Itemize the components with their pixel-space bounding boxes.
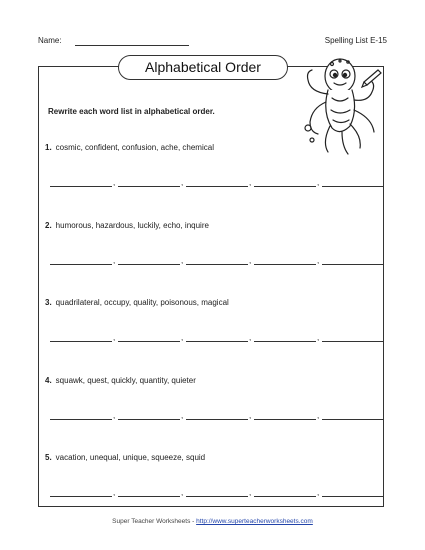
comma: , xyxy=(249,333,252,342)
footer-text: Super Teacher Worksheets - xyxy=(112,518,197,525)
answer-blank[interactable] xyxy=(254,419,316,420)
answer-blank[interactable] xyxy=(118,496,180,497)
comma: , xyxy=(113,256,116,265)
comma: , xyxy=(181,333,184,342)
name-label: Name: xyxy=(38,36,62,45)
answer-blank[interactable] xyxy=(254,341,316,342)
problem-prompt xyxy=(45,221,209,230)
answer-blank[interactable] xyxy=(254,264,316,265)
answer-blank[interactable] xyxy=(50,419,112,420)
page-title: Alphabetical Order xyxy=(118,55,288,80)
comma: , xyxy=(113,411,116,420)
problem-number: 1. xyxy=(45,143,52,152)
comma: , xyxy=(113,178,116,187)
comma: , xyxy=(249,256,252,265)
answer-blank[interactable] xyxy=(50,264,112,265)
problem-4 xyxy=(45,376,385,436)
comma: , xyxy=(249,178,252,187)
word-list: squawk, quest, quickly, quantity, quieter xyxy=(55,376,196,385)
problem-number: 2. xyxy=(45,221,52,230)
answer-blank[interactable] xyxy=(254,496,316,497)
answer-blank[interactable] xyxy=(322,186,384,187)
comma: , xyxy=(181,488,184,497)
comma: , xyxy=(113,488,116,497)
answer-blank[interactable] xyxy=(186,419,248,420)
comma: , xyxy=(181,178,184,187)
answer-blank[interactable] xyxy=(118,264,180,265)
problem-prompt xyxy=(45,298,229,307)
answer-blank[interactable] xyxy=(50,186,112,187)
instructions: Rewrite each word list in alphabetical order. xyxy=(48,107,215,116)
comma: , xyxy=(317,178,320,187)
comma: , xyxy=(317,411,320,420)
word-list: cosmic, confident, confusion, ache, chemical xyxy=(55,143,214,152)
word-list: quadrilateral, occupy, quality, poisonous, magical xyxy=(55,298,229,307)
answer-blank[interactable] xyxy=(322,496,384,497)
spelling-list-id: Spelling List E-15 xyxy=(324,36,387,45)
comma: , xyxy=(249,411,252,420)
problem-number: 4. xyxy=(45,376,52,385)
answer-blank[interactable] xyxy=(322,419,384,420)
comma: , xyxy=(249,488,252,497)
answer-blank[interactable] xyxy=(322,264,384,265)
word-list: vacation, unequal, unique, squeeze, squid xyxy=(55,453,206,462)
problem-prompt xyxy=(45,376,196,385)
comma: , xyxy=(317,333,320,342)
answer-blank[interactable] xyxy=(186,341,248,342)
footer xyxy=(0,518,425,525)
word-list: humorous, hazardous, luckily, echo, inquire xyxy=(55,221,209,230)
answer-blank[interactable] xyxy=(50,496,112,497)
problem-2 xyxy=(45,221,385,281)
problem-5 xyxy=(45,453,385,513)
answer-blank[interactable] xyxy=(186,264,248,265)
answer-blank[interactable] xyxy=(322,341,384,342)
problem-1 xyxy=(45,143,385,203)
comma: , xyxy=(113,333,116,342)
answer-blank[interactable] xyxy=(186,186,248,187)
answer-blank[interactable] xyxy=(118,419,180,420)
problem-prompt xyxy=(45,453,205,462)
problem-number: 3. xyxy=(45,298,52,307)
worksheet-header xyxy=(38,36,387,50)
answer-blank[interactable] xyxy=(118,341,180,342)
problem-number: 5. xyxy=(45,453,52,462)
name-field-line[interactable] xyxy=(75,45,189,46)
problem-prompt xyxy=(45,143,214,152)
answer-blank[interactable] xyxy=(186,496,248,497)
answer-blank[interactable] xyxy=(118,186,180,187)
answer-blank[interactable] xyxy=(50,341,112,342)
comma: , xyxy=(181,256,184,265)
footer-link[interactable]: http://www.superteacherworksheets.com xyxy=(196,518,313,525)
answer-blank[interactable] xyxy=(254,186,316,187)
comma: , xyxy=(317,488,320,497)
comma: , xyxy=(181,411,184,420)
comma: , xyxy=(317,256,320,265)
problem-3 xyxy=(45,298,385,358)
